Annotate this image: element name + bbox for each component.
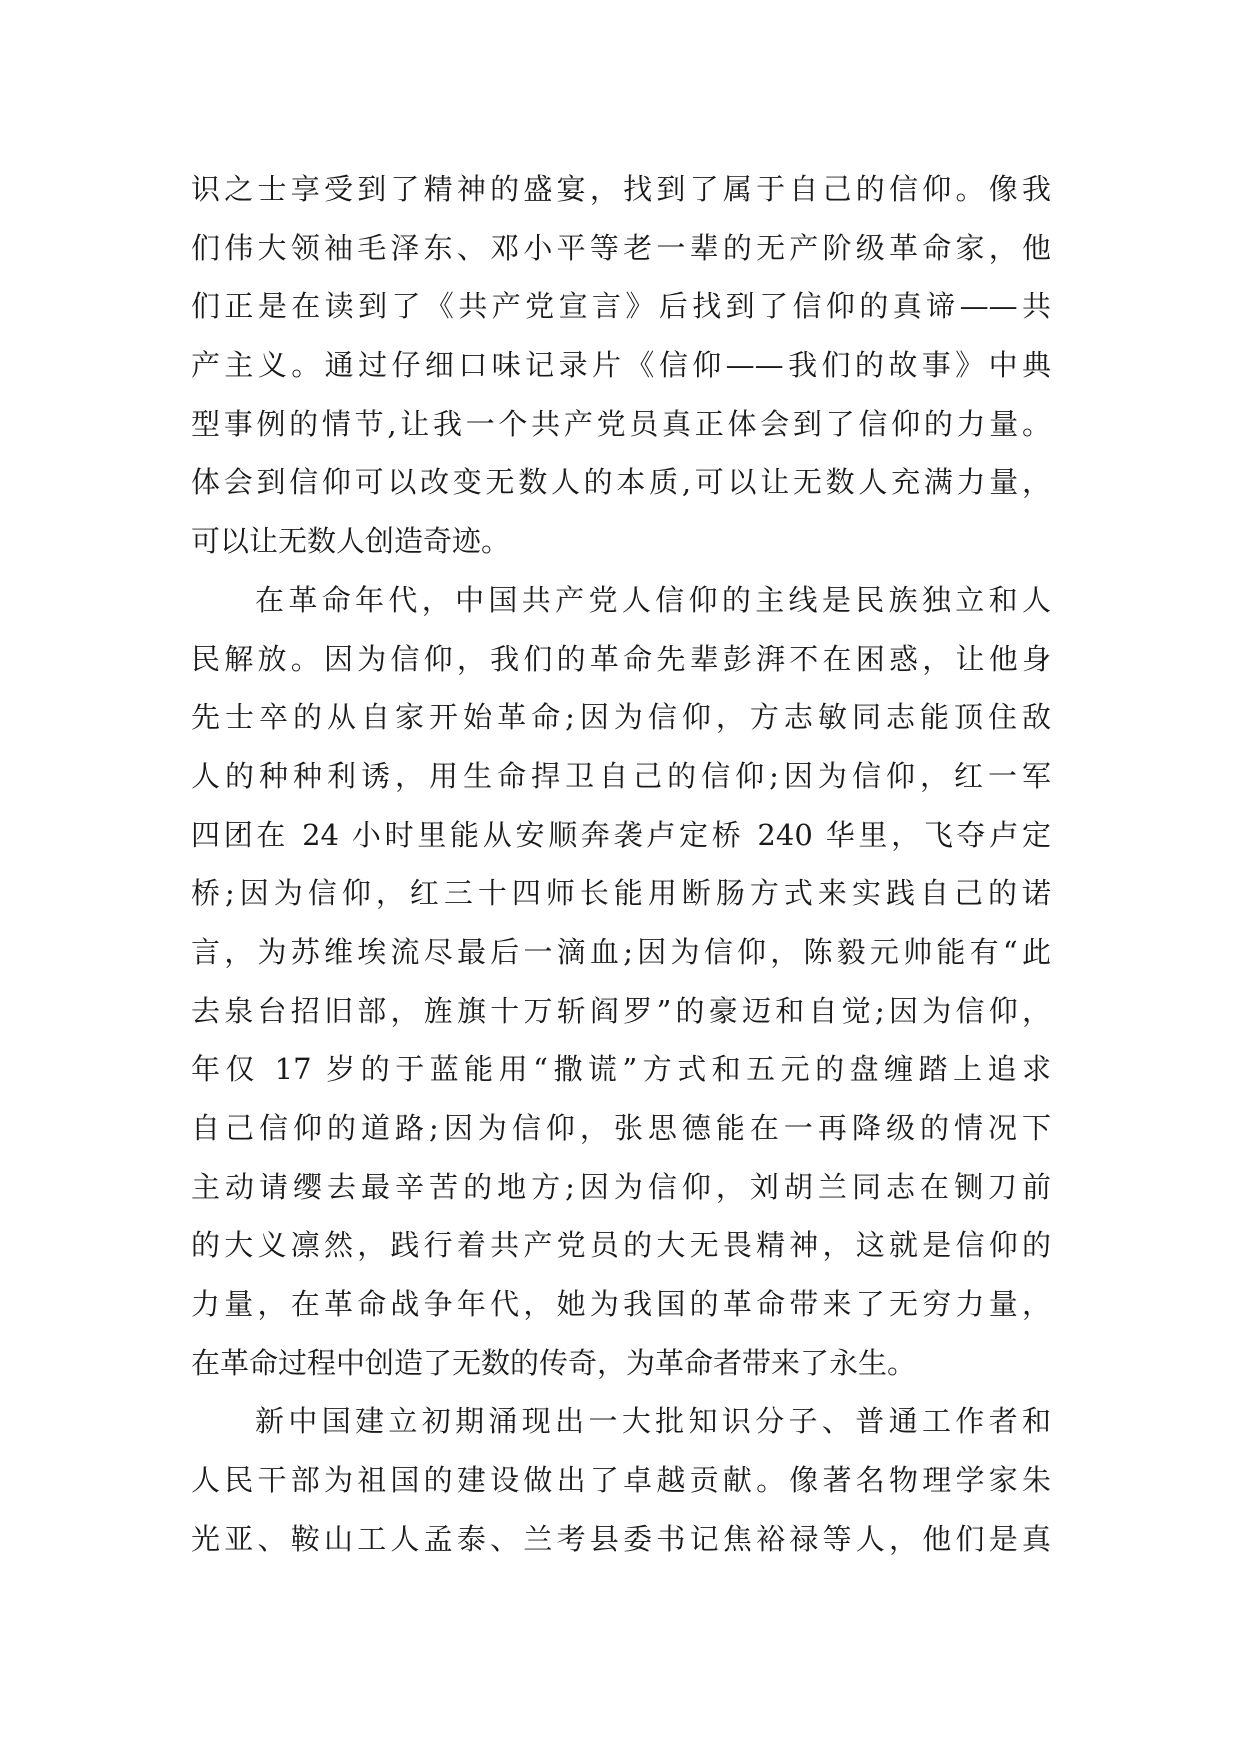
text-line: 人的种种利诱，用生命捍卫自己的信仰;因为信仰，红一军 — [191, 758, 1051, 793]
text-line: 型事例的情节,让我一个共产党员真正体会到了信仰的力量。 — [191, 406, 1051, 441]
text-line: 人民干部为祖国的建设做出了卓越贡献。像著名物理学家朱 — [191, 1463, 1051, 1498]
text-line: 可以让无数人创造奇迹。 — [191, 524, 511, 559]
text-line: 四团在 24 小时里能从安顺奔袭卢定桥 240 华里，飞夺卢定 — [191, 817, 1051, 852]
text-line: 光亚、鞍山工人孟泰、兰考县委书记焦裕禄等人，他们是真 — [191, 1521, 1051, 1556]
text-line: 们正是在读到了《共产党宣言》后找到了信仰的真谛——共 — [191, 289, 1051, 324]
text-line: 产主义。通过仔细口味记录片《信仰——我们的故事》中典 — [191, 348, 1051, 383]
text-line: 体会到信仰可以改变无数人的本质,可以让无数人充满力量， — [191, 465, 1051, 500]
text-line: 识之士享受到了精神的盛宴，找到了属于自己的信仰。像我 — [191, 172, 1051, 206]
text-line: 民解放。因为信仰，我们的革命先辈彭湃不在困惑，让他身 — [191, 641, 1051, 676]
body-text — [191, 160, 1051, 1569]
text-line: 自己信仰的道路;因为信仰，张思德能在一再降级的情况下 — [191, 1111, 1051, 1145]
text-line: 在革命年代，中国共产党人信仰的主线是民族独立和人 — [255, 582, 1051, 617]
text-line: 主动请缨去最辛苦的地方;因为信仰，刘胡兰同志在铡刀前 — [191, 1169, 1051, 1204]
text-line: 力量，在革命战争年代，她为我国的革命带来了无穷力量， — [191, 1287, 1051, 1322]
text-line: 年仅 17 岁的于蓝能用“撒谎”方式和五元的盘缠踏上追求 — [191, 1052, 1051, 1087]
text-line: 新中国建立初期涌现出一大批知识分子、普通工作者和 — [255, 1404, 1051, 1439]
text-line: 桥;因为信仰，红三十四师长能用断肠方式来实践自己的诺 — [191, 876, 1051, 911]
text-line: 先士卒的从自家开始革命;因为信仰，方志敏同志能顶住敌 — [191, 700, 1051, 735]
text-line: 的大义凛然，践行着共产党员的大无畏精神，这就是信仰的 — [191, 1228, 1051, 1263]
text-line: 在革命过程中创造了无数的传奇，为革命者带来了永生。 — [191, 1345, 917, 1380]
text-line: 去泉台招旧部，旌旗十万斩阎罗”的豪迈和自觉;因为信仰， — [191, 993, 1051, 1028]
text-line: 们伟大领袖毛泽东、邓小平等老一辈的无产阶级革命家，他 — [191, 230, 1051, 265]
text-line: 言，为苏维埃流尽最后一滴血;因为信仰，陈毅元帅能有“此 — [191, 934, 1051, 969]
